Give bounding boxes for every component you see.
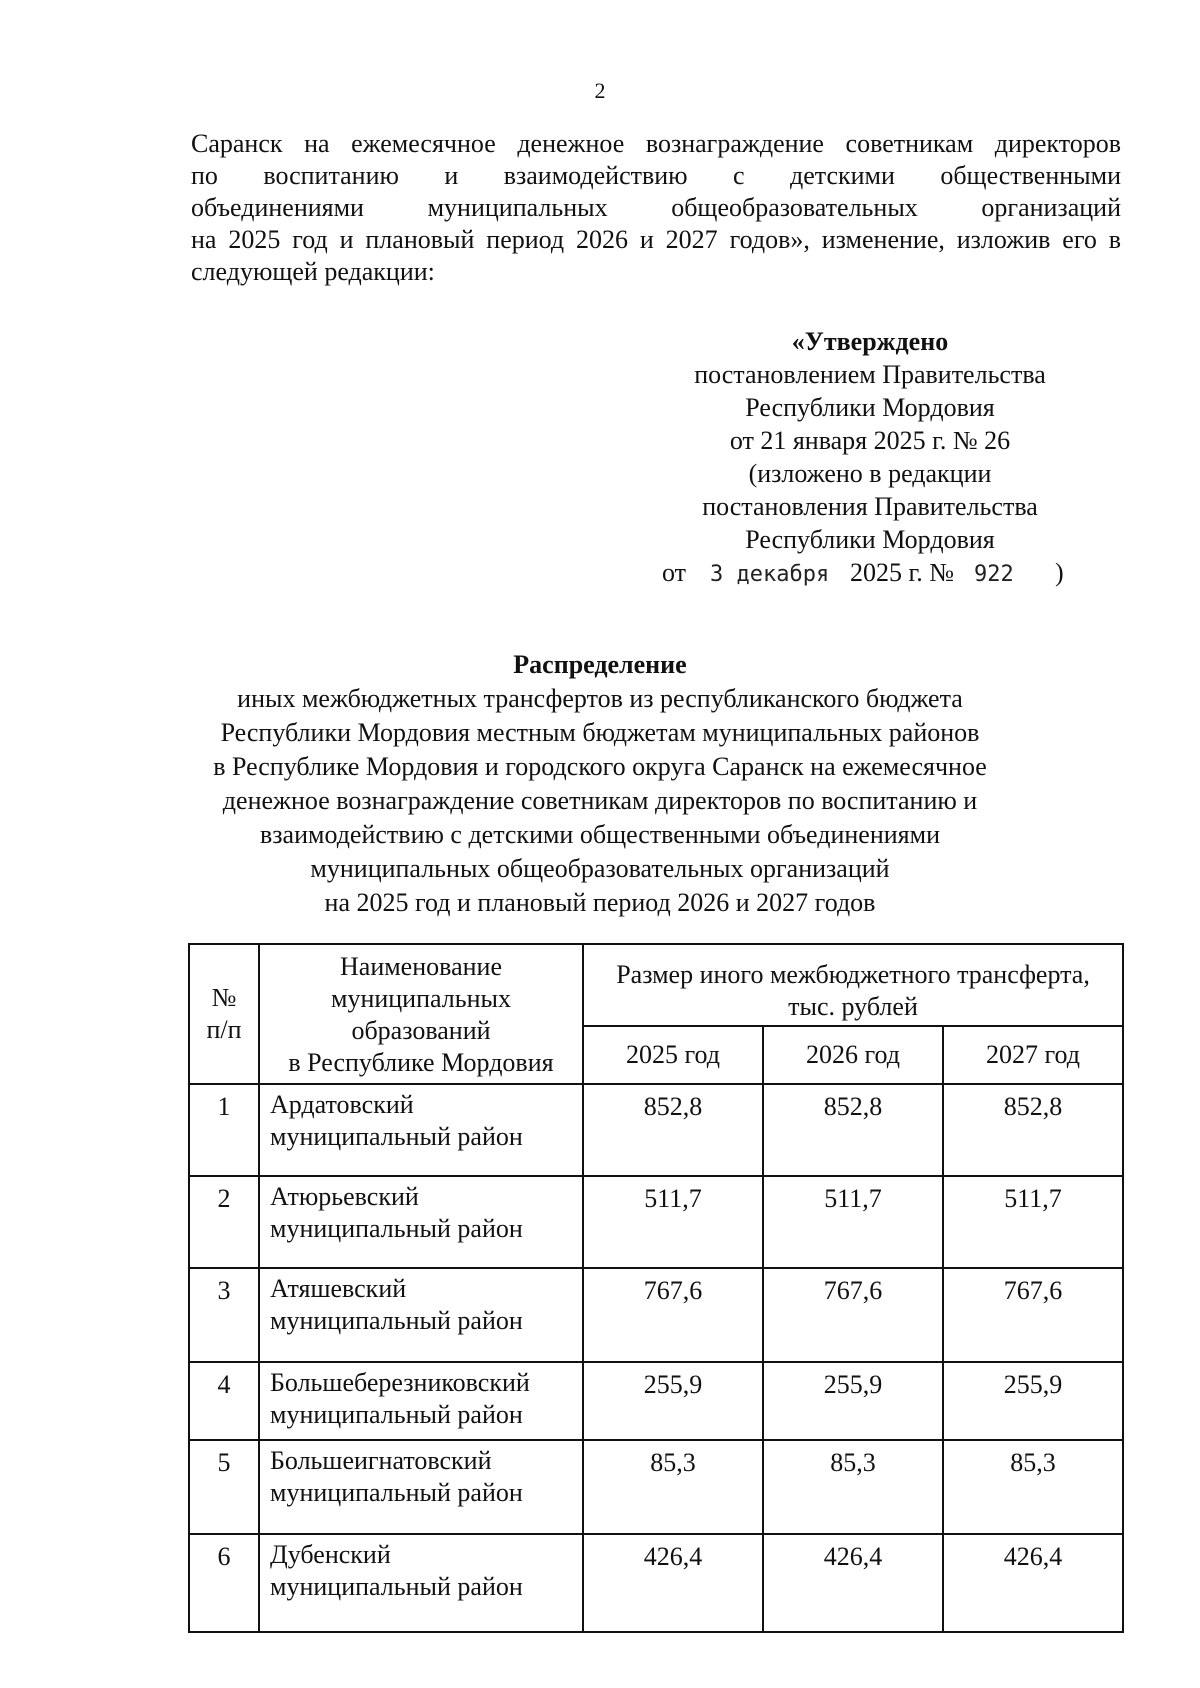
header-municipality-line: муниципальных	[330, 984, 511, 1013]
row-value-2025: 255,9	[583, 1362, 763, 1440]
table-row	[189, 1534, 1123, 1632]
title-line: на 2025 год и плановый период 2026 и 2027 годов	[324, 888, 876, 917]
header-number	[189, 944, 259, 1084]
row-number: 4	[189, 1362, 259, 1440]
table-row	[189, 1440, 1123, 1534]
row-municipality	[259, 1084, 583, 1176]
intro-line: Саранск на ежемесячное денежное вознаграждение советникам директоров	[191, 129, 1121, 158]
municipality-name: Ардатовский	[270, 1090, 414, 1119]
row-number: 5	[189, 1440, 259, 1534]
approval-line: Республики Мордовия	[745, 525, 995, 554]
intro-line: на 2025 год и плановый период 2026 и 2027 годов», изменение, изложив его в	[191, 225, 1121, 254]
header-year: 2027 год	[943, 1026, 1123, 1084]
title-line: в Республике Мордовия и городского округа Саранск на ежемесячное	[213, 752, 987, 781]
row-value-2027: 511,7	[943, 1176, 1123, 1268]
title-line: взаимодействию с детскими общественными объединениями	[260, 820, 940, 849]
row-municipality	[259, 1440, 583, 1534]
row-value-2026: 426,4	[763, 1534, 943, 1632]
header-year: 2025 год	[583, 1026, 763, 1084]
approval-line: Республики Мордовия	[745, 393, 995, 422]
document-title	[150, 648, 1050, 920]
title-line: муниципальных общеобразовательных организаций	[310, 854, 890, 883]
row-value-2025: 85,3	[583, 1440, 763, 1534]
title-line: иных межбюджетных трансфертов из республиканского бюджета	[237, 684, 963, 713]
row-municipality	[259, 1534, 583, 1632]
signature-prefix: от	[662, 558, 687, 587]
approval-line: постановления Правительства	[702, 492, 1038, 521]
intro-line: по воспитанию и взаимодействию с детскими общественными	[191, 161, 1121, 190]
row-value-2025: 852,8	[583, 1084, 763, 1176]
row-value-2026: 852,8	[763, 1084, 943, 1176]
title-line: Республики Мордовия местным бюджетам муниципальных районов	[220, 718, 980, 747]
page-number: 2	[594, 78, 606, 103]
signature-close: )	[1055, 558, 1064, 587]
header-size-line: тыс. рублей	[788, 992, 918, 1021]
approval-heading: «Утверждено	[791, 327, 949, 356]
signature-year: 2025 г. №	[850, 558, 955, 587]
approval-block	[640, 325, 1100, 589]
municipality-type: муниципальный район	[270, 1400, 523, 1429]
row-municipality	[259, 1362, 583, 1440]
signature-number: 922	[974, 562, 1014, 587]
row-value-2026: 255,9	[763, 1362, 943, 1440]
row-value-2025: 511,7	[583, 1176, 763, 1268]
approval-line: (изложено в редакции	[748, 459, 992, 488]
row-number: 1	[189, 1084, 259, 1176]
title-heading: Распределение	[513, 650, 687, 679]
municipality-name: Большеигнатовский	[270, 1446, 492, 1475]
row-value-2026: 511,7	[763, 1176, 943, 1268]
header-number-line: п/п	[206, 1015, 242, 1044]
header-municipality-line: образований	[351, 1016, 491, 1045]
header-transfer-size	[583, 944, 1123, 1026]
row-number: 3	[189, 1268, 259, 1362]
intro-paragraph	[191, 128, 1121, 288]
header-municipality-line: Наименование	[340, 952, 502, 981]
header-number-line: №	[211, 983, 237, 1012]
municipality-name: Атяшевский	[270, 1274, 407, 1303]
table-row	[189, 1084, 1123, 1176]
row-value-2027: 767,6	[943, 1268, 1123, 1362]
row-value-2027: 852,8	[943, 1084, 1123, 1176]
row-value-2026: 767,6	[763, 1268, 943, 1362]
table-row	[189, 1176, 1123, 1268]
approval-line: постановлением Правительства	[694, 360, 1046, 389]
header-size-line: Размер иного межбюджетного трансферта,	[616, 960, 1090, 989]
row-number: 2	[189, 1176, 259, 1268]
table-row	[189, 1268, 1123, 1362]
intro-line: следующей редакции:	[191, 257, 435, 286]
row-value-2027: 85,3	[943, 1440, 1123, 1534]
row-value-2025: 426,4	[583, 1534, 763, 1632]
municipality-name: Атюрьевский	[270, 1182, 419, 1211]
title-line: денежное вознаграждение советникам директоров по воспитанию и	[222, 786, 978, 815]
row-value-2025: 767,6	[583, 1268, 763, 1362]
municipality-type: муниципальный район	[270, 1572, 523, 1601]
row-value-2027: 255,9	[943, 1362, 1123, 1440]
municipality-type: муниципальный район	[270, 1214, 523, 1243]
header-municipality	[259, 944, 583, 1084]
approval-signature-line	[640, 556, 1100, 589]
header-municipality-line: в Республике Мордовия	[288, 1048, 554, 1077]
row-municipality	[259, 1176, 583, 1268]
municipality-name: Большеберезниковский	[270, 1368, 530, 1397]
transfer-table	[188, 943, 1124, 1633]
row-number: 6	[189, 1534, 259, 1632]
municipality-type: муниципальный район	[270, 1478, 523, 1507]
signature-date: 3 декабря	[710, 562, 830, 587]
row-value-2026: 85,3	[763, 1440, 943, 1534]
municipality-type: муниципальный район	[270, 1122, 523, 1151]
municipality-type: муниципальный район	[270, 1306, 523, 1335]
intro-line: объединениями муниципальных общеобразовательных организаций	[191, 193, 1121, 222]
municipality-name: Дубенский	[270, 1540, 391, 1569]
table-row	[189, 1362, 1123, 1440]
approval-line: от 21 января 2025 г. № 26	[729, 426, 1011, 455]
row-municipality	[259, 1268, 583, 1362]
row-value-2027: 426,4	[943, 1534, 1123, 1632]
header-year: 2026 год	[763, 1026, 943, 1084]
